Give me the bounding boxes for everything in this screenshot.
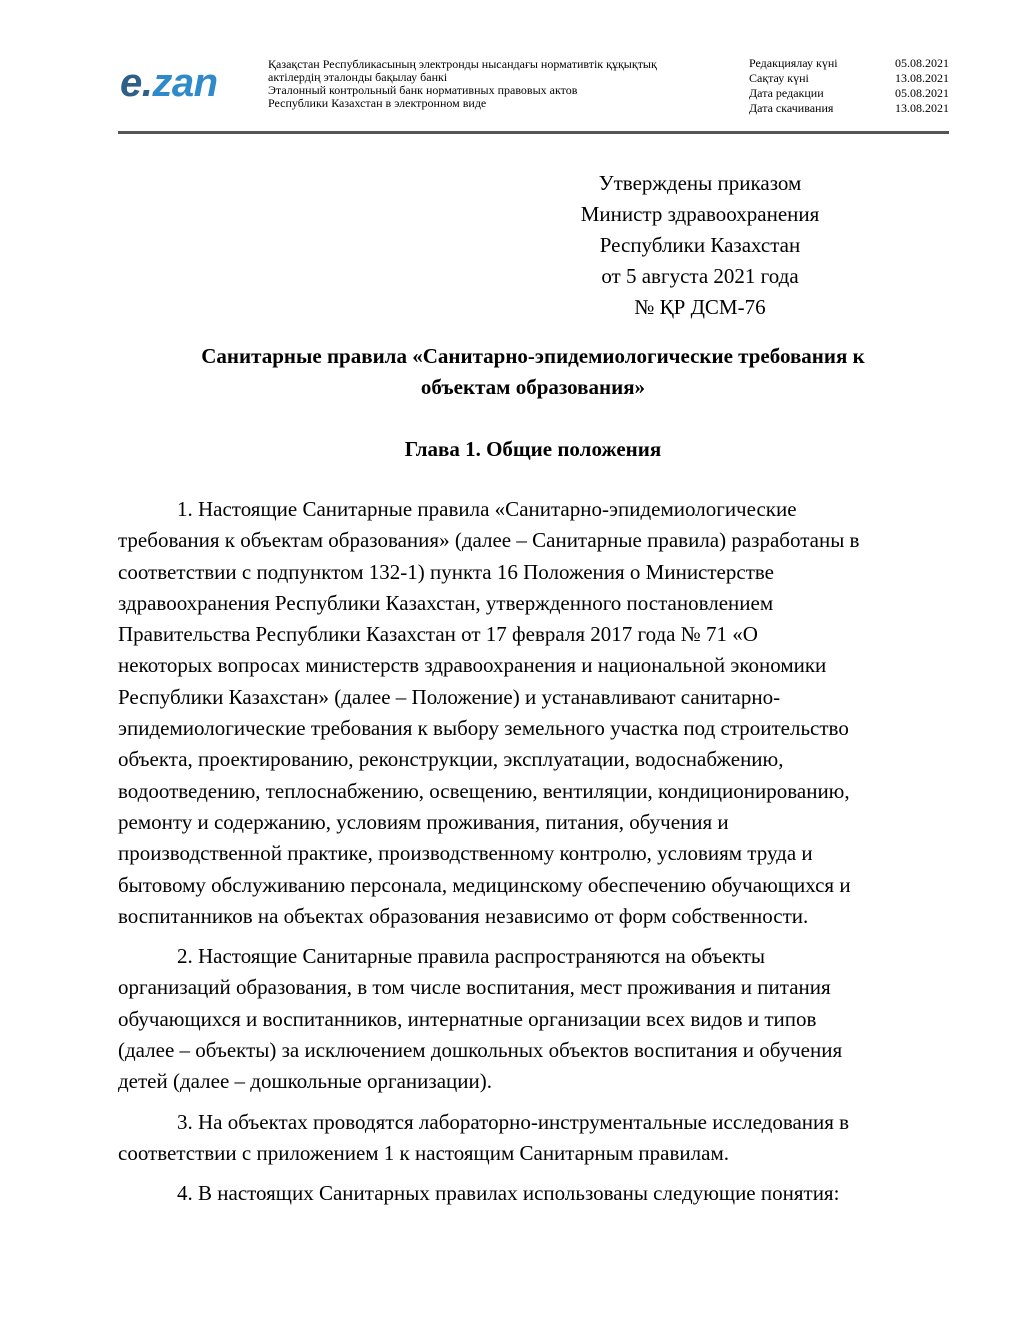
title-line: Санитарные правила «Санитарно-эпидемиологические требования к (201, 344, 865, 368)
text-line: 2. Настоящие Санитарные правила распространяются на объекты (177, 944, 765, 969)
text-line: объекта, проектированию, реконструкции, эксплуатации, водоснабжению, (118, 747, 784, 772)
page-header (118, 50, 948, 130)
description-line: Республики Казахстан в электронном виде (268, 96, 487, 110)
text-line: 3. На объектах проводятся лабораторно-инструментальные исследования в (177, 1109, 850, 1134)
text-line: обучающихся и воспитанников, интернатные организации всех видов и типов (118, 1006, 817, 1031)
description-line: Эталонный контрольный банк нормативных правовых актов (268, 83, 578, 97)
text-line: воспитанников на объектах образования независимо от форм собственности. (118, 903, 809, 928)
approval-line: от 5 августа 2021 года (601, 264, 799, 288)
approval-block (500, 168, 900, 323)
paragraph-3 (118, 1107, 948, 1170)
text-line: требования к объектам образования» (далее – Санитарные правила) разработаны в (118, 528, 860, 553)
approval-line: № ҚР ДСМ-76 (634, 295, 766, 319)
approval-line: Утверждены приказом (598, 171, 802, 195)
bank-description (268, 58, 728, 110)
paragraph-4 (118, 1178, 948, 1209)
text-line: 1. Настоящие Санитарные правила «Санитарно-эпидемиологические (177, 497, 797, 521)
title-line: объектам образования» (420, 375, 646, 399)
text-line: Республики Казахстан» (далее – Положение) и устанавливают санитарно- (118, 684, 781, 709)
text-line: детей (далее – дошкольные организации). (118, 1069, 492, 1094)
logo-zan: zan (152, 61, 218, 105)
meta-label: Дата скачивания (749, 101, 834, 115)
ezan-logo (120, 60, 218, 106)
header-divider (118, 131, 949, 134)
description-line: актілердің эталонды бақылау банкі (268, 70, 448, 84)
document-title (118, 341, 948, 403)
text-line: водоотведению, теплоснабжению, освещению, вентиляции, кондиционированию, (118, 778, 850, 803)
text-line: 4. В настоящих Санитарных правилах использованы следующие понятия: (177, 1181, 840, 1206)
paragraph-2 (118, 941, 948, 1097)
text-line: ремонту и содержанию, условиям проживания, питания, обучения и (118, 809, 729, 834)
meta-row-save-date-kz (749, 71, 949, 86)
meta-label: Редакциялау күні (749, 56, 838, 70)
text-line: организаций образования, в том числе воспитания, мест проживания и питания (118, 975, 831, 1000)
text-line: соответствии с подпунктом 132-1) пункта 16 Положения о Министерстве (118, 559, 774, 584)
text-line: бытовому обслуживанию персонала, медицинскому обеспечению обучающихся и (118, 872, 851, 897)
paragraph-1 (118, 494, 948, 932)
meta-value: 05.08.2021 (895, 86, 949, 100)
approval-line: Республики Казахстан (599, 233, 801, 257)
meta-label: Сақтау күні (749, 71, 809, 85)
description-line: Қазақстан Республикасының электронды нысандағы нормативтік құқықтық (268, 57, 657, 71)
document-body (118, 494, 948, 1219)
text-line: производственной практике, производственному контролю, условиям труда и (118, 841, 813, 866)
meta-row-edit-date (749, 86, 949, 101)
approval-line: Министр здравоохранения (580, 202, 820, 226)
document-dates (749, 56, 949, 116)
meta-row-download-date (749, 101, 949, 116)
meta-value: 05.08.2021 (895, 56, 949, 70)
chapter-heading: Глава 1. Общие положения (404, 437, 662, 461)
meta-value: 13.08.2021 (895, 101, 949, 115)
text-line: Правительства Республики Казахстан от 17 февраля 2017 года № 71 «О (118, 622, 758, 647)
meta-label: Дата редакции (749, 86, 824, 100)
text-line: соответствии с приложением 1 к настоящим Санитарным правилам. (118, 1140, 729, 1165)
text-line: здравоохранения Республики Казахстан, утвержденного постановлением (118, 590, 774, 615)
text-line: некоторых вопросах министерств здравоохранения и национальной экономики (118, 653, 827, 678)
meta-value: 13.08.2021 (895, 71, 949, 85)
meta-row-edit-date-kz (749, 56, 949, 71)
text-line: эпидемиологические требования к выбору земельного участка под строительство (118, 716, 849, 741)
text-line: (далее – объекты) за исключением дошкольных объектов воспитания и обучения (118, 1038, 843, 1063)
logo-e: e. (120, 61, 153, 105)
